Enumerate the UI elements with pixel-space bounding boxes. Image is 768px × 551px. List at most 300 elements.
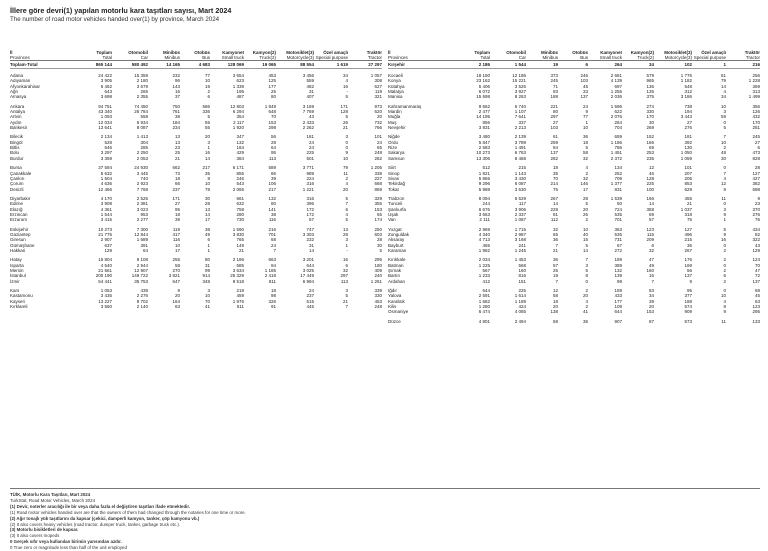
cell-value: 5 bbox=[379, 247, 382, 253]
cell-value: 354 bbox=[236, 114, 244, 120]
cell-value: 34 bbox=[720, 94, 726, 100]
cell-value: 1 596 bbox=[610, 103, 622, 109]
col-header-en: Tractor bbox=[745, 54, 760, 60]
cell-value: 95 bbox=[270, 150, 276, 156]
cell-value: 828 bbox=[752, 155, 760, 161]
cell-value: 2 bbox=[585, 217, 588, 223]
cell-value: 445 bbox=[306, 304, 314, 310]
cell-value: 39 bbox=[270, 175, 276, 181]
cell-value: 6 bbox=[345, 206, 348, 212]
cell-value: 159 bbox=[614, 288, 622, 294]
cell-value: 153 bbox=[268, 119, 276, 125]
cell-value: 6 474 bbox=[478, 309, 490, 315]
cell-value: 1 776 bbox=[680, 73, 692, 78]
cell-value: 511 bbox=[236, 304, 244, 310]
col-header-en: Special purpose bbox=[315, 54, 348, 60]
cell-value: 9 702 bbox=[136, 298, 148, 304]
cell-value: 27 bbox=[686, 119, 692, 125]
cell-value: 24 bbox=[376, 139, 382, 145]
cell-value: 177 bbox=[614, 298, 622, 304]
cell-value: 659 bbox=[614, 134, 622, 140]
col-header-en: Bus bbox=[580, 54, 588, 60]
cell-value: 1 225 bbox=[478, 262, 490, 268]
cell-value: 149 722 bbox=[131, 273, 148, 279]
cell-value: 70 bbox=[270, 114, 276, 120]
cell-value: 1 107 bbox=[514, 109, 526, 115]
cell-value: 2 034 bbox=[478, 257, 490, 263]
province-name: Ardahan bbox=[388, 278, 406, 284]
page-title: İllere göre devri(1) yapılan motorlu kara taşıtları sayısı, Mart 2024 bbox=[10, 6, 232, 15]
province-name: İstanbul bbox=[10, 273, 26, 279]
cell-value: 12 bbox=[648, 165, 654, 171]
cell-value: 2 134 bbox=[100, 134, 112, 140]
cell-value: 47 bbox=[648, 257, 654, 263]
cell-value: 482 bbox=[306, 83, 314, 89]
cell-value: 251 bbox=[752, 125, 760, 131]
cell-value: 298 bbox=[268, 125, 276, 131]
cell-value: 72 bbox=[754, 273, 760, 279]
cell-value: 1 849 bbox=[264, 103, 276, 109]
cell-value: 248 bbox=[374, 304, 382, 310]
cell-value: 133 bbox=[752, 318, 760, 324]
cell-value: 9 bbox=[585, 109, 588, 115]
cell-value: 4 170 bbox=[100, 195, 112, 201]
province-name: Uşak bbox=[388, 211, 399, 217]
cell-value: 663 bbox=[268, 257, 276, 263]
cell-value: 83 bbox=[648, 288, 654, 294]
cell-value: 18 bbox=[174, 211, 180, 217]
col-header-tr: Minibüs bbox=[163, 49, 180, 55]
col-header-en: Car bbox=[140, 54, 148, 60]
cell-value: 1 715 bbox=[514, 226, 526, 232]
cell-value: 245 bbox=[550, 78, 558, 84]
cell-value: 71 bbox=[552, 83, 558, 89]
cell-value: 697 bbox=[614, 83, 622, 89]
province-name: Bayburt bbox=[388, 242, 404, 248]
cell-value: 219 bbox=[236, 288, 244, 294]
cell-value: 3 654 bbox=[232, 73, 244, 78]
cell-value: 94 751 bbox=[98, 103, 112, 109]
cell-value: 18 bbox=[270, 288, 276, 294]
cell-value: 21 775 bbox=[98, 231, 112, 237]
cell-value: 276 bbox=[752, 211, 760, 217]
cell-value: 543 bbox=[236, 181, 244, 187]
cell-value: 70 bbox=[204, 298, 210, 304]
right-total-row bbox=[388, 61, 760, 69]
col-header-en: Motorcycle(3) bbox=[664, 54, 692, 60]
cell-value: 128 bbox=[646, 175, 654, 181]
cell-value: 34 bbox=[622, 61, 654, 69]
cell-value: 4 bbox=[585, 298, 588, 304]
cell-value: 2 494 bbox=[514, 318, 526, 324]
cell-value: 37 bbox=[174, 94, 180, 100]
col-header-tr: Otomobil bbox=[506, 49, 526, 55]
province-name: Yozgat bbox=[388, 226, 402, 232]
cell-value: 1 093 bbox=[100, 114, 112, 120]
cell-value: 6 934 bbox=[136, 119, 148, 125]
cell-value: 453 bbox=[374, 298, 382, 304]
cell-value: 21 bbox=[342, 298, 348, 304]
cell-value: 58 bbox=[174, 262, 180, 268]
cell-value: 438 bbox=[140, 288, 148, 294]
cell-value: 103 bbox=[580, 78, 588, 84]
cell-value: 227 bbox=[374, 175, 382, 181]
cell-value: 94 bbox=[270, 262, 276, 268]
cell-value: 2 117 bbox=[233, 119, 244, 125]
province-name: Toplam-Total bbox=[10, 61, 80, 69]
cell-value: 14 195 bbox=[476, 114, 490, 120]
right-col-header bbox=[558, 31, 588, 61]
right-col-header bbox=[622, 31, 654, 61]
footnote-line: TurkStat, Road Motor Vehicles, March 2024 bbox=[10, 497, 96, 503]
cell-value: 46 bbox=[648, 170, 654, 176]
cell-value: 30 bbox=[648, 119, 654, 125]
cell-value: 330 bbox=[374, 293, 382, 299]
cell-value: 169 bbox=[684, 262, 692, 268]
cell-value: 58 bbox=[552, 318, 558, 324]
cell-value: 8 518 bbox=[232, 278, 244, 284]
cell-value: 6 bbox=[207, 237, 210, 243]
cell-value: 2 bbox=[585, 304, 588, 310]
cell-value: 36 bbox=[582, 134, 588, 140]
cell-value: 326 bbox=[268, 298, 276, 304]
cell-value: 215 bbox=[684, 237, 692, 243]
cell-value: 255 bbox=[172, 257, 180, 263]
cell-value: 5 bbox=[345, 94, 348, 100]
cell-value: - bbox=[346, 247, 348, 253]
cell-value: 123 bbox=[646, 226, 654, 232]
province-name: Kastamonu bbox=[10, 293, 33, 299]
cell-value: 172 bbox=[306, 206, 314, 212]
cell-value: 117 bbox=[518, 201, 526, 207]
cell-value: 3 bbox=[345, 134, 348, 140]
province-name: Şırnak bbox=[388, 268, 402, 273]
cell-value: 13 306 bbox=[476, 155, 490, 161]
cell-value: 2 bbox=[585, 288, 588, 294]
cell-value: 730 bbox=[236, 217, 244, 223]
table-row bbox=[10, 304, 382, 309]
cell-value: 429 bbox=[236, 150, 244, 156]
cell-value: 38 bbox=[270, 211, 276, 217]
cell-value: 50 bbox=[616, 201, 622, 207]
cell-value: 232 bbox=[172, 73, 180, 78]
cell-value: 31 bbox=[204, 262, 210, 268]
cell-value: 184 bbox=[172, 119, 180, 125]
cell-value: 23 bbox=[174, 145, 180, 151]
cell-value: 79 bbox=[720, 78, 726, 84]
cell-value: 2 bbox=[207, 89, 210, 95]
col-header-en: Special purpose bbox=[693, 54, 726, 60]
cell-value: 965 bbox=[646, 78, 654, 84]
col-header-en: Minibus bbox=[542, 54, 558, 60]
cell-value: 2 186 bbox=[458, 61, 490, 69]
cell-value: 13 227 bbox=[98, 298, 112, 304]
cell-value: 629 bbox=[684, 186, 692, 192]
cell-value: 12 bbox=[552, 288, 558, 294]
cell-value: 240 bbox=[374, 273, 382, 279]
province-name: Van bbox=[388, 217, 396, 223]
cell-value: 623 bbox=[236, 78, 244, 84]
cell-value: 129 bbox=[104, 247, 112, 253]
cell-value: 2 213 bbox=[514, 125, 526, 131]
cell-value: 2 477 bbox=[478, 109, 490, 115]
cell-value: 2 381 bbox=[136, 201, 148, 207]
cell-value: 1 bbox=[207, 242, 210, 248]
cell-value: 8 094 bbox=[478, 195, 490, 201]
cell-value: 70 bbox=[552, 175, 558, 181]
cell-value: 865 144 bbox=[80, 61, 112, 69]
col-header-tr: Motosiklet(3) bbox=[286, 49, 314, 55]
cell-value: 308 bbox=[374, 78, 382, 84]
cell-value: 4 540 bbox=[100, 262, 112, 268]
cell-value: 313 bbox=[752, 89, 760, 95]
cell-value: 61 bbox=[552, 134, 558, 140]
cell-value: 8 bbox=[723, 304, 726, 310]
cell-value: 1 bbox=[207, 145, 210, 151]
cell-value: 3 905 bbox=[100, 78, 112, 84]
cell-value: 4 bbox=[723, 298, 726, 304]
cell-value: 14 bbox=[552, 201, 558, 207]
cell-value: 132 bbox=[236, 139, 244, 145]
cell-value: 3 526 bbox=[514, 83, 526, 89]
cell-value: 9 bbox=[723, 211, 726, 217]
cell-value: 20 bbox=[648, 304, 654, 310]
cell-value: 28 bbox=[270, 139, 276, 145]
cell-value: 2 bbox=[723, 278, 726, 284]
cell-value: 27 297 bbox=[348, 61, 382, 69]
cell-value: 747 bbox=[306, 226, 314, 232]
province-name: Eskişehir bbox=[10, 226, 29, 232]
right-col-header bbox=[458, 31, 490, 61]
cell-value: 3 830 bbox=[232, 231, 244, 237]
cell-value: 297 bbox=[340, 273, 348, 279]
province-name: Mardin bbox=[388, 109, 402, 115]
cell-value: 246 bbox=[580, 73, 588, 78]
cell-value: 74 450 bbox=[134, 103, 148, 109]
cell-value: 373 bbox=[550, 73, 558, 78]
cell-value: 36 bbox=[686, 242, 692, 248]
cell-value: 184 bbox=[236, 145, 244, 151]
cell-value: 701 bbox=[268, 231, 276, 237]
cell-value: 4 713 bbox=[478, 237, 490, 243]
cell-value: 644 bbox=[306, 262, 314, 268]
province-name: Samsun bbox=[388, 155, 405, 161]
cell-value: 3 831 bbox=[478, 125, 490, 131]
cell-value: 1 504 bbox=[100, 175, 112, 181]
cell-value: 119 bbox=[374, 89, 382, 95]
province-name: Manisa bbox=[388, 94, 403, 100]
cell-value: 750 bbox=[172, 103, 180, 109]
province-name: Kilis bbox=[388, 304, 397, 310]
cell-value: 1 453 bbox=[514, 257, 526, 263]
cell-value: 21 bbox=[174, 155, 180, 161]
cell-value: 2 433 bbox=[302, 119, 314, 125]
cell-value: 765 bbox=[236, 237, 244, 243]
cell-value: 501 bbox=[306, 155, 314, 161]
cell-value: 661 bbox=[236, 195, 244, 201]
cell-value: 10 bbox=[582, 125, 588, 131]
province-name: Bartın bbox=[388, 273, 401, 279]
cell-value: 9 108 bbox=[136, 257, 148, 263]
cell-value: 170 bbox=[646, 114, 654, 120]
cell-value: 6 294 bbox=[232, 109, 244, 115]
province-name: Batman bbox=[388, 262, 404, 268]
cell-value: 95 bbox=[686, 288, 692, 294]
cell-value: 363 bbox=[614, 226, 622, 232]
cell-value: 282 bbox=[550, 155, 558, 161]
cell-value: 1 544 bbox=[100, 211, 112, 217]
left-col-header bbox=[314, 31, 348, 61]
cell-value: 337 bbox=[518, 119, 526, 125]
right-col-header bbox=[726, 31, 760, 61]
cell-value: 412 bbox=[482, 278, 490, 284]
province-name: Giresun bbox=[10, 237, 26, 243]
cell-value: 512 bbox=[482, 165, 490, 171]
cell-value: 9 296 bbox=[478, 181, 490, 187]
cell-value: 43 340 bbox=[98, 109, 112, 115]
cell-value: 6 072 bbox=[478, 89, 490, 95]
cell-value: 272 bbox=[614, 247, 622, 253]
cell-value: 4 bbox=[723, 175, 726, 181]
cell-value: 113 bbox=[268, 155, 276, 161]
footnote-line: (1) Devir, noterler aracılığı ile bir veya daha fazla el değiştiren taşıtları ifade etmektedir. bbox=[10, 503, 191, 509]
cell-value: 96 bbox=[174, 78, 180, 84]
cell-value: 65 bbox=[376, 211, 382, 217]
cell-value: 1 539 bbox=[610, 195, 622, 201]
cell-value: 20 bbox=[342, 186, 348, 192]
cell-value: 20 bbox=[582, 206, 588, 212]
cell-value: 43 bbox=[308, 114, 314, 120]
province-name: Afyonkarahisar bbox=[10, 83, 41, 89]
cell-value: 214 bbox=[550, 181, 558, 187]
table-row bbox=[388, 319, 760, 324]
cell-value: 321 bbox=[374, 94, 382, 100]
cell-value: 135 bbox=[646, 89, 654, 95]
cell-value: 4 bbox=[345, 78, 348, 84]
cell-value: 241 bbox=[518, 242, 526, 248]
left-col-header bbox=[348, 31, 382, 61]
cell-value: 14 165 bbox=[148, 61, 180, 69]
right-col-header bbox=[654, 31, 692, 61]
province-name: İzmir bbox=[10, 278, 20, 284]
cell-value: 3 023 bbox=[136, 206, 148, 212]
cell-value: 0 bbox=[585, 278, 588, 284]
cell-value: 172 bbox=[306, 211, 314, 217]
cell-value: 2 076 bbox=[610, 114, 622, 120]
cell-value: 138 bbox=[550, 309, 558, 315]
cell-value: 57 bbox=[552, 262, 558, 268]
cell-value: 453 bbox=[268, 73, 276, 78]
cell-value: 579 bbox=[646, 73, 654, 78]
cell-value: 21 bbox=[552, 247, 558, 253]
cell-value: 407 bbox=[306, 94, 314, 100]
cell-value: 647 bbox=[172, 278, 180, 284]
cell-value: 643 bbox=[104, 89, 112, 95]
left-header-row bbox=[10, 31, 382, 61]
cell-value: 93 bbox=[552, 89, 558, 95]
cell-value: 18 150 bbox=[476, 73, 490, 78]
cell-value: 14 bbox=[204, 211, 210, 217]
cell-value: 0 bbox=[723, 262, 726, 268]
cell-value: 36 bbox=[582, 318, 588, 324]
cell-value: 82 bbox=[754, 231, 760, 237]
cell-value: 646 bbox=[104, 145, 112, 151]
cell-value: 128 069 bbox=[210, 61, 244, 69]
cell-value: 6 bbox=[345, 262, 348, 268]
cell-value: 280 bbox=[236, 211, 244, 217]
cell-value: 112 bbox=[550, 217, 558, 223]
left-col-header bbox=[80, 31, 112, 61]
cell-value: 4 bbox=[585, 165, 588, 171]
cell-value: 267 bbox=[684, 247, 692, 253]
cell-value: 95 bbox=[174, 206, 180, 212]
cell-value: 1 bbox=[207, 247, 210, 253]
cell-value: 6 763 bbox=[514, 150, 526, 156]
cell-value: 6 171 bbox=[232, 165, 244, 171]
cell-value: - bbox=[346, 89, 348, 95]
cell-value: 384 bbox=[236, 155, 244, 161]
col-header-en: Provinces bbox=[10, 54, 30, 60]
cell-value: 59 bbox=[720, 114, 726, 120]
cell-value: 7 bbox=[555, 242, 558, 248]
cell-value: 3 653 bbox=[478, 211, 490, 217]
cell-value: 99 bbox=[616, 278, 622, 284]
cell-value: 4 636 bbox=[100, 181, 112, 187]
cell-value: 4 683 bbox=[180, 61, 210, 69]
cell-value: 637 bbox=[104, 242, 112, 248]
cell-value: 14 bbox=[720, 83, 726, 89]
cell-value: 13 bbox=[174, 139, 180, 145]
cell-value: 5 632 bbox=[100, 170, 112, 176]
cell-value: 2 186 bbox=[232, 257, 244, 263]
cell-value: 248 bbox=[374, 150, 382, 156]
right-col-header bbox=[692, 31, 726, 61]
col-header-tr: Kamyon(2) bbox=[252, 49, 276, 55]
cell-value: 3 443 bbox=[680, 114, 692, 120]
cell-value: 24 422 bbox=[98, 73, 112, 78]
cell-value: 8 263 bbox=[514, 94, 526, 100]
cell-value: 391 bbox=[140, 242, 148, 248]
cell-value: 225 bbox=[518, 288, 526, 294]
cell-value: 113 bbox=[340, 278, 348, 284]
cell-value: 907 bbox=[614, 318, 622, 324]
cell-value: 465 bbox=[482, 242, 490, 248]
cell-value: 377 bbox=[684, 293, 692, 299]
cell-value: 225 bbox=[646, 181, 654, 187]
cell-value: 25 bbox=[552, 268, 558, 273]
cell-value: 274 bbox=[646, 103, 654, 109]
right-header-row bbox=[388, 31, 760, 61]
cell-value: 34 bbox=[648, 293, 654, 299]
cell-value: 69 bbox=[648, 145, 654, 151]
cell-value: 77 bbox=[582, 114, 588, 120]
cell-value: 26 bbox=[342, 119, 348, 125]
cell-value: 126 bbox=[752, 109, 760, 115]
cell-value: 21 bbox=[238, 247, 244, 253]
cell-value: 1 920 bbox=[232, 125, 244, 131]
cell-value: 84 bbox=[552, 145, 558, 151]
cell-value: 2 681 bbox=[610, 73, 622, 78]
cell-value: 6 994 bbox=[302, 278, 314, 284]
cell-value: 41 bbox=[582, 309, 588, 315]
cell-value: 57 bbox=[648, 217, 654, 223]
cell-value: 1 976 bbox=[232, 298, 244, 304]
cell-value: 6 740 bbox=[514, 103, 526, 109]
cell-value: 644 bbox=[482, 288, 490, 294]
province-name: Hakkari bbox=[10, 247, 26, 253]
province-name: Nevşehir bbox=[388, 125, 406, 131]
cell-value: 1 189 bbox=[514, 298, 526, 304]
